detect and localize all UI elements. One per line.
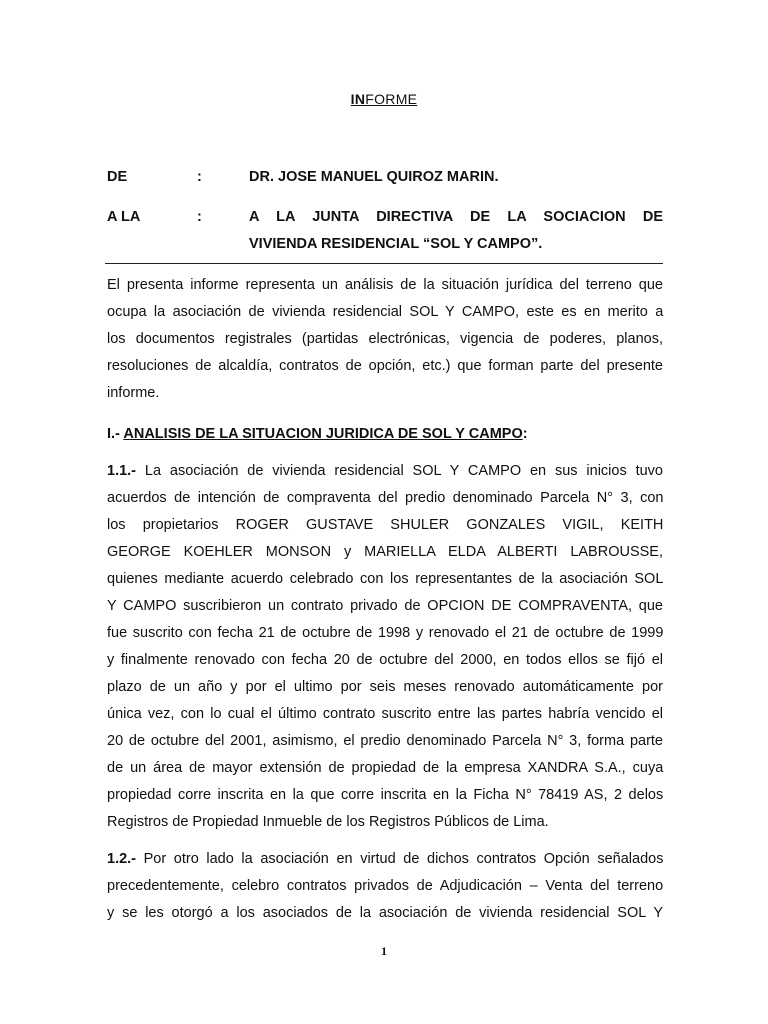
paragraph-1-1-line: quienes mediante acuerdo celebrado con los representantes de la asociación SOL — [107, 571, 664, 587]
header-ala-row — [107, 204, 663, 258]
paragraph-1-1-first-line — [107, 458, 663, 485]
paragraph-1-2-first-line-text: Por otro lado la asociación en virtud de dichos contratos Opción señalados — [136, 851, 664, 867]
intro-line: resoluciones de alcaldía, contratos de opción, etc.) que forman parte del presente — [107, 358, 663, 374]
intro-line: ocupa la asociación de vivienda residencial SOL Y CAMPO, este es en merito a — [107, 304, 664, 320]
ala-value-line-2: VIVIENDA RESIDENCIAL “SOL Y CAMPO”. — [249, 236, 543, 252]
ala-label: A LA — [107, 209, 141, 225]
paragraph-1-1-line: fue suscrito con fecha 21 de octubre de 1998 y renovado el 21 de octubre de 1999 — [107, 625, 664, 641]
section-1-title: ANALISIS DE LA SITUACION JURIDICA DE SOL Y CAMPO — [123, 426, 523, 442]
section-1-heading — [107, 421, 528, 448]
paragraph-1-1 — [107, 458, 663, 836]
header-divider — [105, 263, 663, 264]
paragraph-1-2-line: y se les otorgó a los asociados de la asociación de vivienda residencial SOL Y — [107, 905, 663, 921]
paragraph-1-1-line: única vez, con lo cual el último contrato suscrito entre las partes habría vencido el — [107, 706, 663, 722]
intro-paragraph — [107, 272, 663, 407]
paragraph-1-1-line: los propietarios ROGER GUSTAVE SHULER GONZALES VIGIL, KEITH — [107, 517, 664, 533]
title-part-2: FORME — [365, 91, 418, 107]
paragraph-1-1-line: propiedad corre inscrita en la que corre inscrita en la Ficha N° 78419 AS, 2 delos — [107, 787, 664, 803]
paragraph-1-2-first-line — [107, 846, 663, 873]
section-1-prefix: I.- — [107, 426, 124, 442]
title-part-1: IN — [350, 91, 366, 107]
intro-line: los documentos registrales (partidas electrónicas, vigencia de poderes, planos, — [107, 331, 663, 347]
paragraph-1-1-line: GEORGE KOEHLER MONSON y MARIELLA ELDA ALBERTI LABROUSSE, — [107, 544, 663, 560]
paragraph-1-1-last-line: Registros de Propiedad Inmueble de los Registros Públicos de Lima. — [107, 814, 549, 830]
intro-line: El presenta informe representa un análisis de la situación jurídica del terreno que — [107, 277, 663, 293]
section-1-suffix: : — [522, 426, 528, 442]
paragraph-1-1-line: y finalmente renovado con fecha 20 de octubre del 2000, en todos ellos se fijó el — [107, 652, 663, 668]
paragraph-1-1-line: Y CAMPO suscribieron un contrato privado de OPCION DE COMPRAVENTA, que — [107, 598, 663, 614]
paragraph-1-1-first-line-text: La asociación de vivienda residencial SOL Y CAMPO en sus inicios tuvo — [136, 463, 663, 479]
paragraph-1-1-number: 1.1.- — [107, 463, 137, 479]
paragraph-1-1-line: acuerdos de intención de compraventa del predio denominado Parcela N° 3, con — [107, 490, 664, 506]
page-number: 1 — [381, 944, 387, 958]
ala-colon: : — [197, 209, 202, 225]
de-colon: : — [197, 169, 202, 185]
paragraph-1-1-line: de un área de mayor extensión de propiedad de la empresa XANDRA S.A., cuya — [107, 760, 664, 776]
paragraph-1-1-line: plazo de un año y por el ultimo por seis meses renovado automáticamente por — [107, 679, 663, 695]
de-value: DR. JOSE MANUEL QUIROZ MARIN. — [249, 169, 499, 185]
de-label: DE — [107, 169, 128, 185]
paragraph-1-2-number: 1.2.- — [107, 851, 137, 867]
intro-line: informe. — [107, 385, 160, 401]
paragraph-1-2-line: precedentemente, celebro contratos privados de Adjudicación – Venta del terreno — [107, 878, 664, 894]
ala-value-line-1: A LA JUNTA DIRECTIVA DE LA SOCIACION DE — [249, 209, 663, 225]
ala-value — [249, 204, 663, 258]
paragraph-1-1-line: 20 de octubre del 2001, asimismo, el predio denominado Parcela N° 3, forma parte — [107, 733, 663, 749]
document-title — [0, 91, 768, 107]
paragraph-1-2 — [107, 846, 663, 927]
